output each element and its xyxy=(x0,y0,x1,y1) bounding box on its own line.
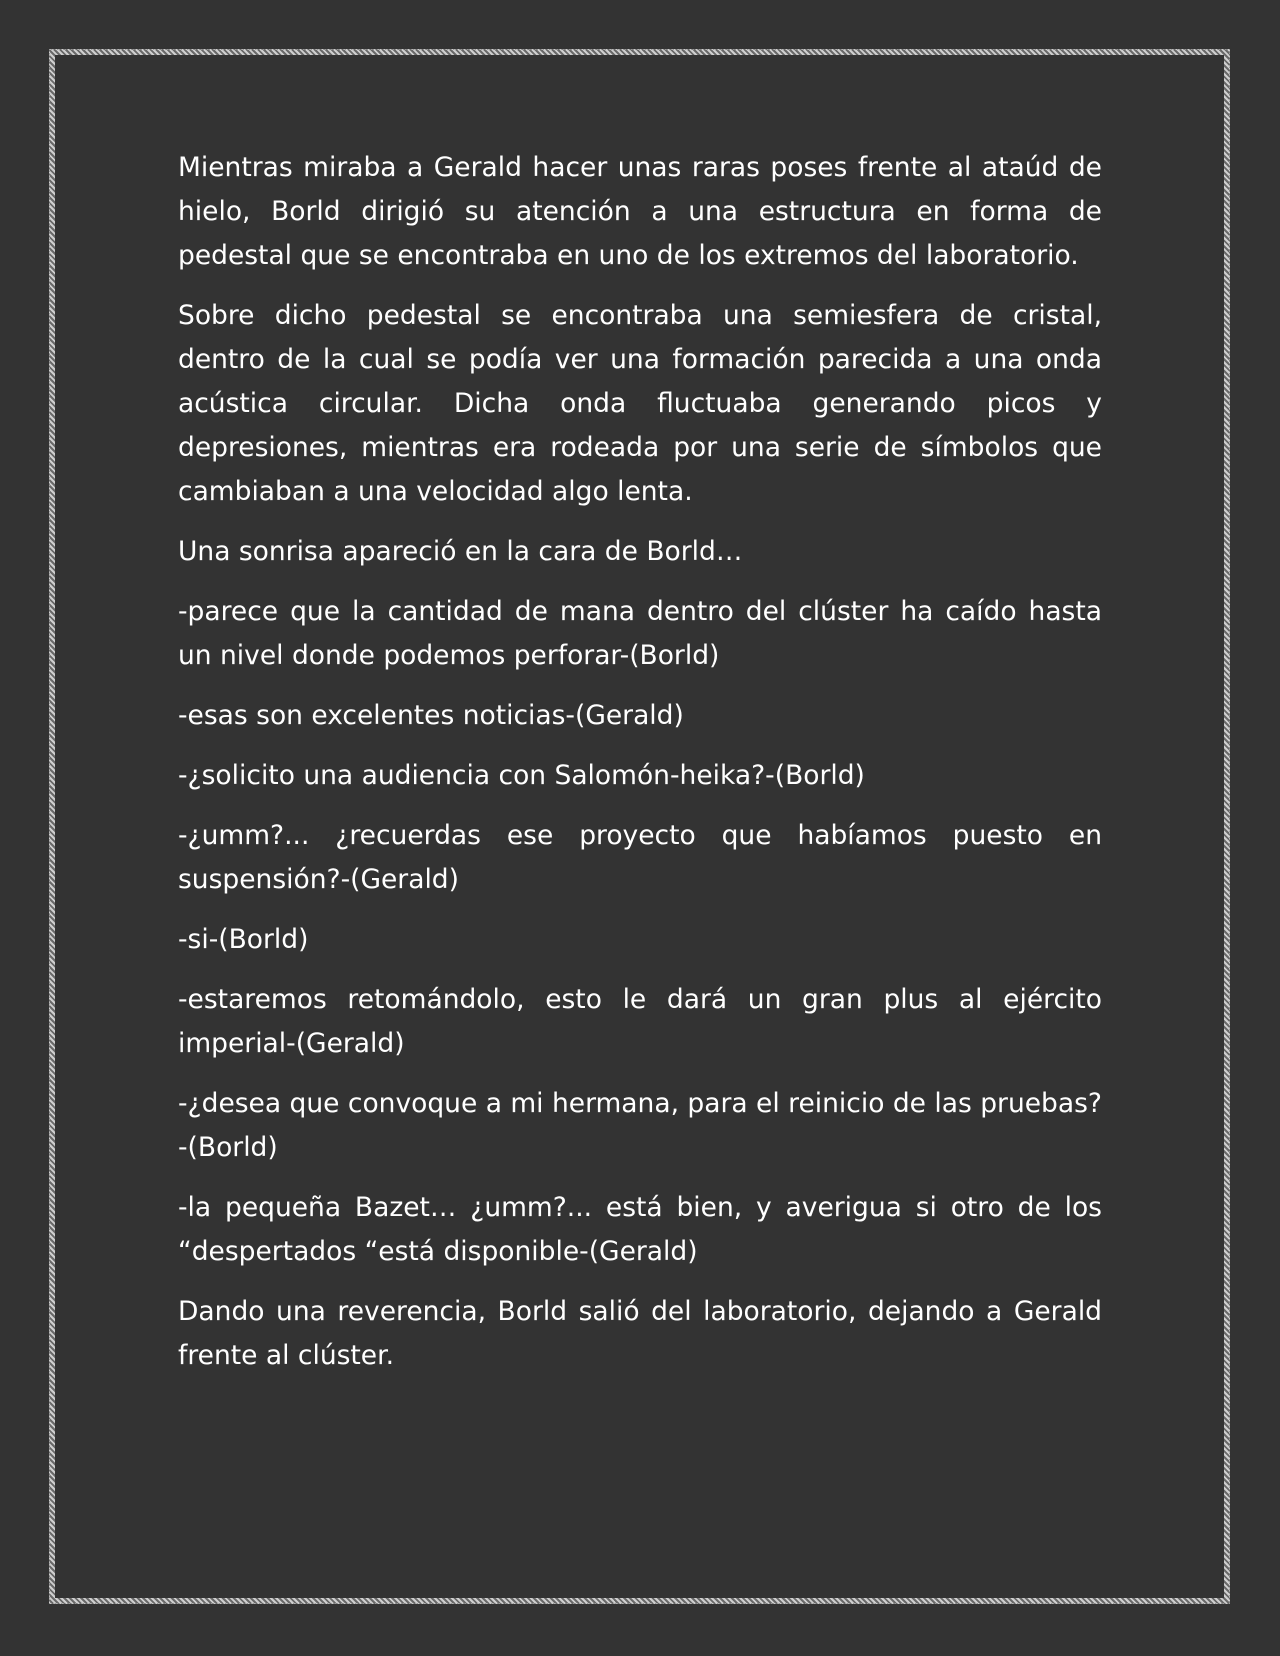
paragraph: Mientras miraba a Gerald hacer unas raras poses frente al ataúd de hielo, Borld dirigió su atención a una estructura en forma de pedestal que se encontraba en uno de los extremos del laboratorio. xyxy=(178,152,1102,271)
dialogue-line: -la pequeña Bazet… ¿umm?... está bien, y averigua si otro de los “despertados “está disponible-(Gerald) xyxy=(178,1192,1102,1267)
dialogue-line: -¿umm?... ¿recuerdas ese proyecto que habíamos puesto en suspensión?-(Gerald) xyxy=(178,820,1102,895)
dialogue-line: -parece que la cantidad de mana dentro del clúster ha caído hasta un nivel donde podemos perforar-(Borld) xyxy=(178,596,1102,671)
paragraph: Sobre dicho pedestal se encontraba una semiesfera de cristal, dentro de la cual se podía ver una formación parecida a una onda acústica circular. Dicha onda fluctuaba generando picos y depresiones, mientras era rodeada por una serie de símbolos que cambiaban a una velocidad algo lenta. xyxy=(178,300,1102,507)
document-body xyxy=(178,146,1102,1394)
dialogue-line: -estaremos retomándolo, esto le dará un gran plus al ejército imperial-(Gerald) xyxy=(178,984,1102,1059)
paragraph: Una sonrisa apareció en la cara de Borld… xyxy=(178,536,743,567)
dialogue-line: -si-(Borld) xyxy=(178,924,309,955)
paragraph: Dando una reverencia, Borld salió del laboratorio, dejando a Gerald frente al clúster. xyxy=(178,1296,1102,1371)
dialogue-line: -¿desea que convoque a mi hermana, para el reinicio de las pruebas?-(Borld) xyxy=(178,1088,1102,1163)
dialogue-line: -¿solicito una audiencia con Salomón-heika?-(Borld) xyxy=(178,760,865,791)
dialogue-line: -esas son excelentes noticias-(Gerald) xyxy=(178,700,684,731)
